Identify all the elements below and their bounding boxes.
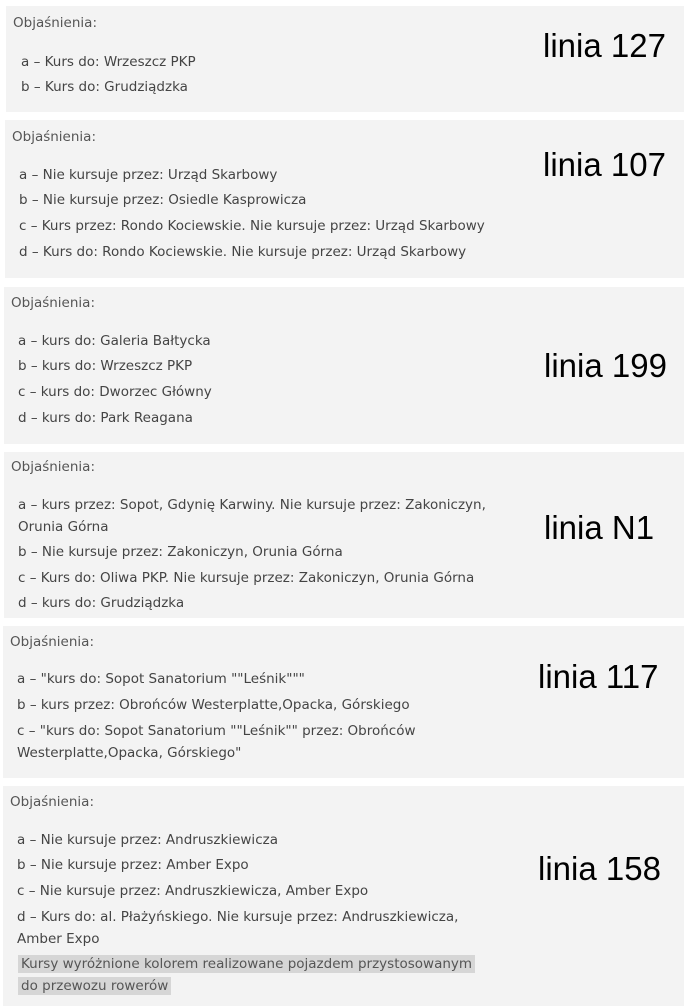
explanations-heading: Objaśnienia: [13, 15, 97, 31]
line-number-label: linia 199 [544, 347, 667, 384]
explanation-item: a – "kurs do: Sopot Sanatorium ""Leśnik""" [17, 671, 305, 687]
explanation-item: b – Nie kursuje przez: Zakoniczyn, Orunia Górna [18, 544, 343, 560]
explanation-item: b – kurs do: Wrzeszcz PKP [18, 358, 193, 374]
explanations-heading: Objaśnienia: [12, 129, 96, 145]
explanation-item: a – kurs przez: Sopot, Gdynię Karwiny. Nie kursuje przez: Zakoniczyn, Orunia Górna [18, 497, 486, 535]
explanations-panel-127 [6, 6, 684, 112]
explanation-item: b – Kurs do: Grudziądzka [21, 79, 188, 95]
line-number-label: linia N1 [544, 509, 655, 546]
explanations-panel-199 [4, 287, 684, 444]
line-number-label: linia 107 [543, 146, 666, 183]
explanations-heading: Objaśnienia: [11, 459, 95, 475]
explanation-item: c – Nie kursuje przez: Andruszkiewicza, Amber Expo [17, 883, 369, 899]
explanations-heading: Objaśnienia: [10, 794, 94, 810]
explanation-item: c – Kurs przez: Rondo Kociewskie. Nie kursuje przez: Urząd Skarbowy [19, 218, 485, 234]
explanation-item: c – "kurs do: Sopot Sanatorium ""Leśnik"" przez: Obrońców Westerplatte,Opacka, Górskiego" [17, 723, 416, 761]
explanations-panel-117 [3, 626, 684, 778]
explanation-item: a – Nie kursuje przez: Urząd Skarbowy [19, 167, 278, 183]
explanation-item: d – kurs do: Park Reagana [18, 410, 193, 426]
line-number-label: linia 158 [538, 850, 661, 887]
explanations-heading: Objaśnienia: [11, 295, 95, 311]
explanations-heading: Objaśnienia: [10, 634, 94, 650]
explanation-item: a – Kurs do: Wrzeszcz PKP [21, 54, 196, 70]
explanations-panel-107 [5, 120, 684, 278]
explanation-item: c – Kurs do: Oliwa PKP. Nie kursuje przez: Zakoniczyn, Orunia Górna [18, 570, 475, 586]
explanation-item: a – kurs do: Galeria Bałtycka [18, 333, 211, 349]
explanation-item: b – Nie kursuje przez: Amber Expo [17, 857, 249, 873]
explanation-item: d – Kurs do: al. Płażyńskiego. Nie kursuje przez: Andruszkiewicza, Amber Expo [17, 909, 459, 947]
explanation-item: b – Nie kursuje przez: Osiedle Kasprowicza [19, 192, 307, 208]
explanation-item: d – Kurs do: Rondo Kociewskie. Nie kursuje przez: Urząd Skarbowy [19, 244, 467, 260]
bicycle-note [18, 953, 488, 997]
explanation-item: c – kurs do: Dworzec Główny [18, 384, 212, 400]
explanations-panel-158 [3, 786, 684, 1006]
explanation-item: b – kurs przez: Obrońców Westerplatte,Opacka, Górskiego [17, 697, 410, 713]
line-number-label: linia 117 [538, 658, 659, 695]
explanation-item: a – Nie kursuje przez: Andruszkiewicza [17, 832, 278, 848]
line-number-label: linia 127 [543, 27, 666, 64]
explanations-panel-N1 [4, 452, 684, 618]
explanation-item: d – kurs do: Grudziądzka [18, 595, 185, 611]
bicycle-note-text: Kursy wyróżnione kolorem realizowane pojazdem przystosowanym do przewozu rowerów [18, 955, 475, 995]
